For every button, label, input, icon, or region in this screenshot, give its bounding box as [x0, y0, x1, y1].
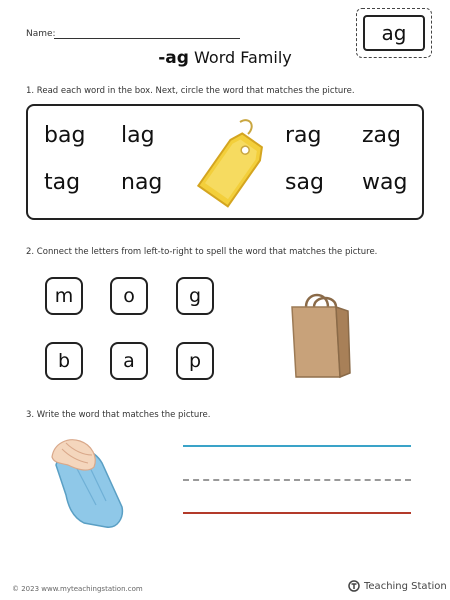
stamp-text: ag	[363, 15, 425, 51]
hand-with-rag-icon	[44, 425, 144, 535]
word-tag[interactable]: tag	[44, 170, 81, 195]
letter-p[interactable]: p	[176, 342, 214, 380]
writing-line-bottom[interactable]	[183, 512, 411, 514]
instruction-2: 2. Connect the letters from left-to-right to spell the word that matches the picture.	[26, 247, 378, 257]
writing-line-top[interactable]	[183, 445, 411, 447]
letter-a[interactable]: a	[110, 342, 148, 380]
brand-name: Teaching Station	[364, 580, 447, 592]
name-label: Name:	[26, 29, 56, 39]
instruction-3: 3. Write the word that matches the picture.	[26, 410, 211, 420]
letter-m[interactable]: m	[45, 277, 83, 315]
instruction-1: 1. Read each word in the box. Next, circle the word that matches the picture.	[26, 86, 355, 96]
word-bag[interactable]: bag	[44, 123, 86, 148]
word-nag[interactable]: nag	[121, 170, 163, 195]
writing-line-middle[interactable]	[183, 479, 411, 481]
teaching-station-logo-icon	[348, 580, 360, 592]
copyright-text: © 2023 www.myteachingstation.com	[12, 585, 143, 593]
title-prefix: -ag	[158, 48, 189, 68]
word-lag[interactable]: lag	[121, 123, 155, 148]
paper-bag-icon	[284, 285, 356, 385]
brand	[348, 580, 447, 592]
word-rag[interactable]: rag	[285, 123, 322, 148]
letter-g[interactable]: g	[176, 277, 214, 315]
letter-o[interactable]: o	[110, 277, 148, 315]
letter-b[interactable]: b	[45, 342, 83, 380]
word-wag[interactable]: wag	[362, 170, 408, 195]
word-zag[interactable]: zag	[362, 123, 401, 148]
name-line[interactable]	[54, 38, 240, 39]
word-sag[interactable]: sag	[285, 170, 324, 195]
tag-icon	[192, 114, 272, 214]
page-title	[0, 48, 450, 68]
title-rest: Word Family	[188, 48, 292, 67]
